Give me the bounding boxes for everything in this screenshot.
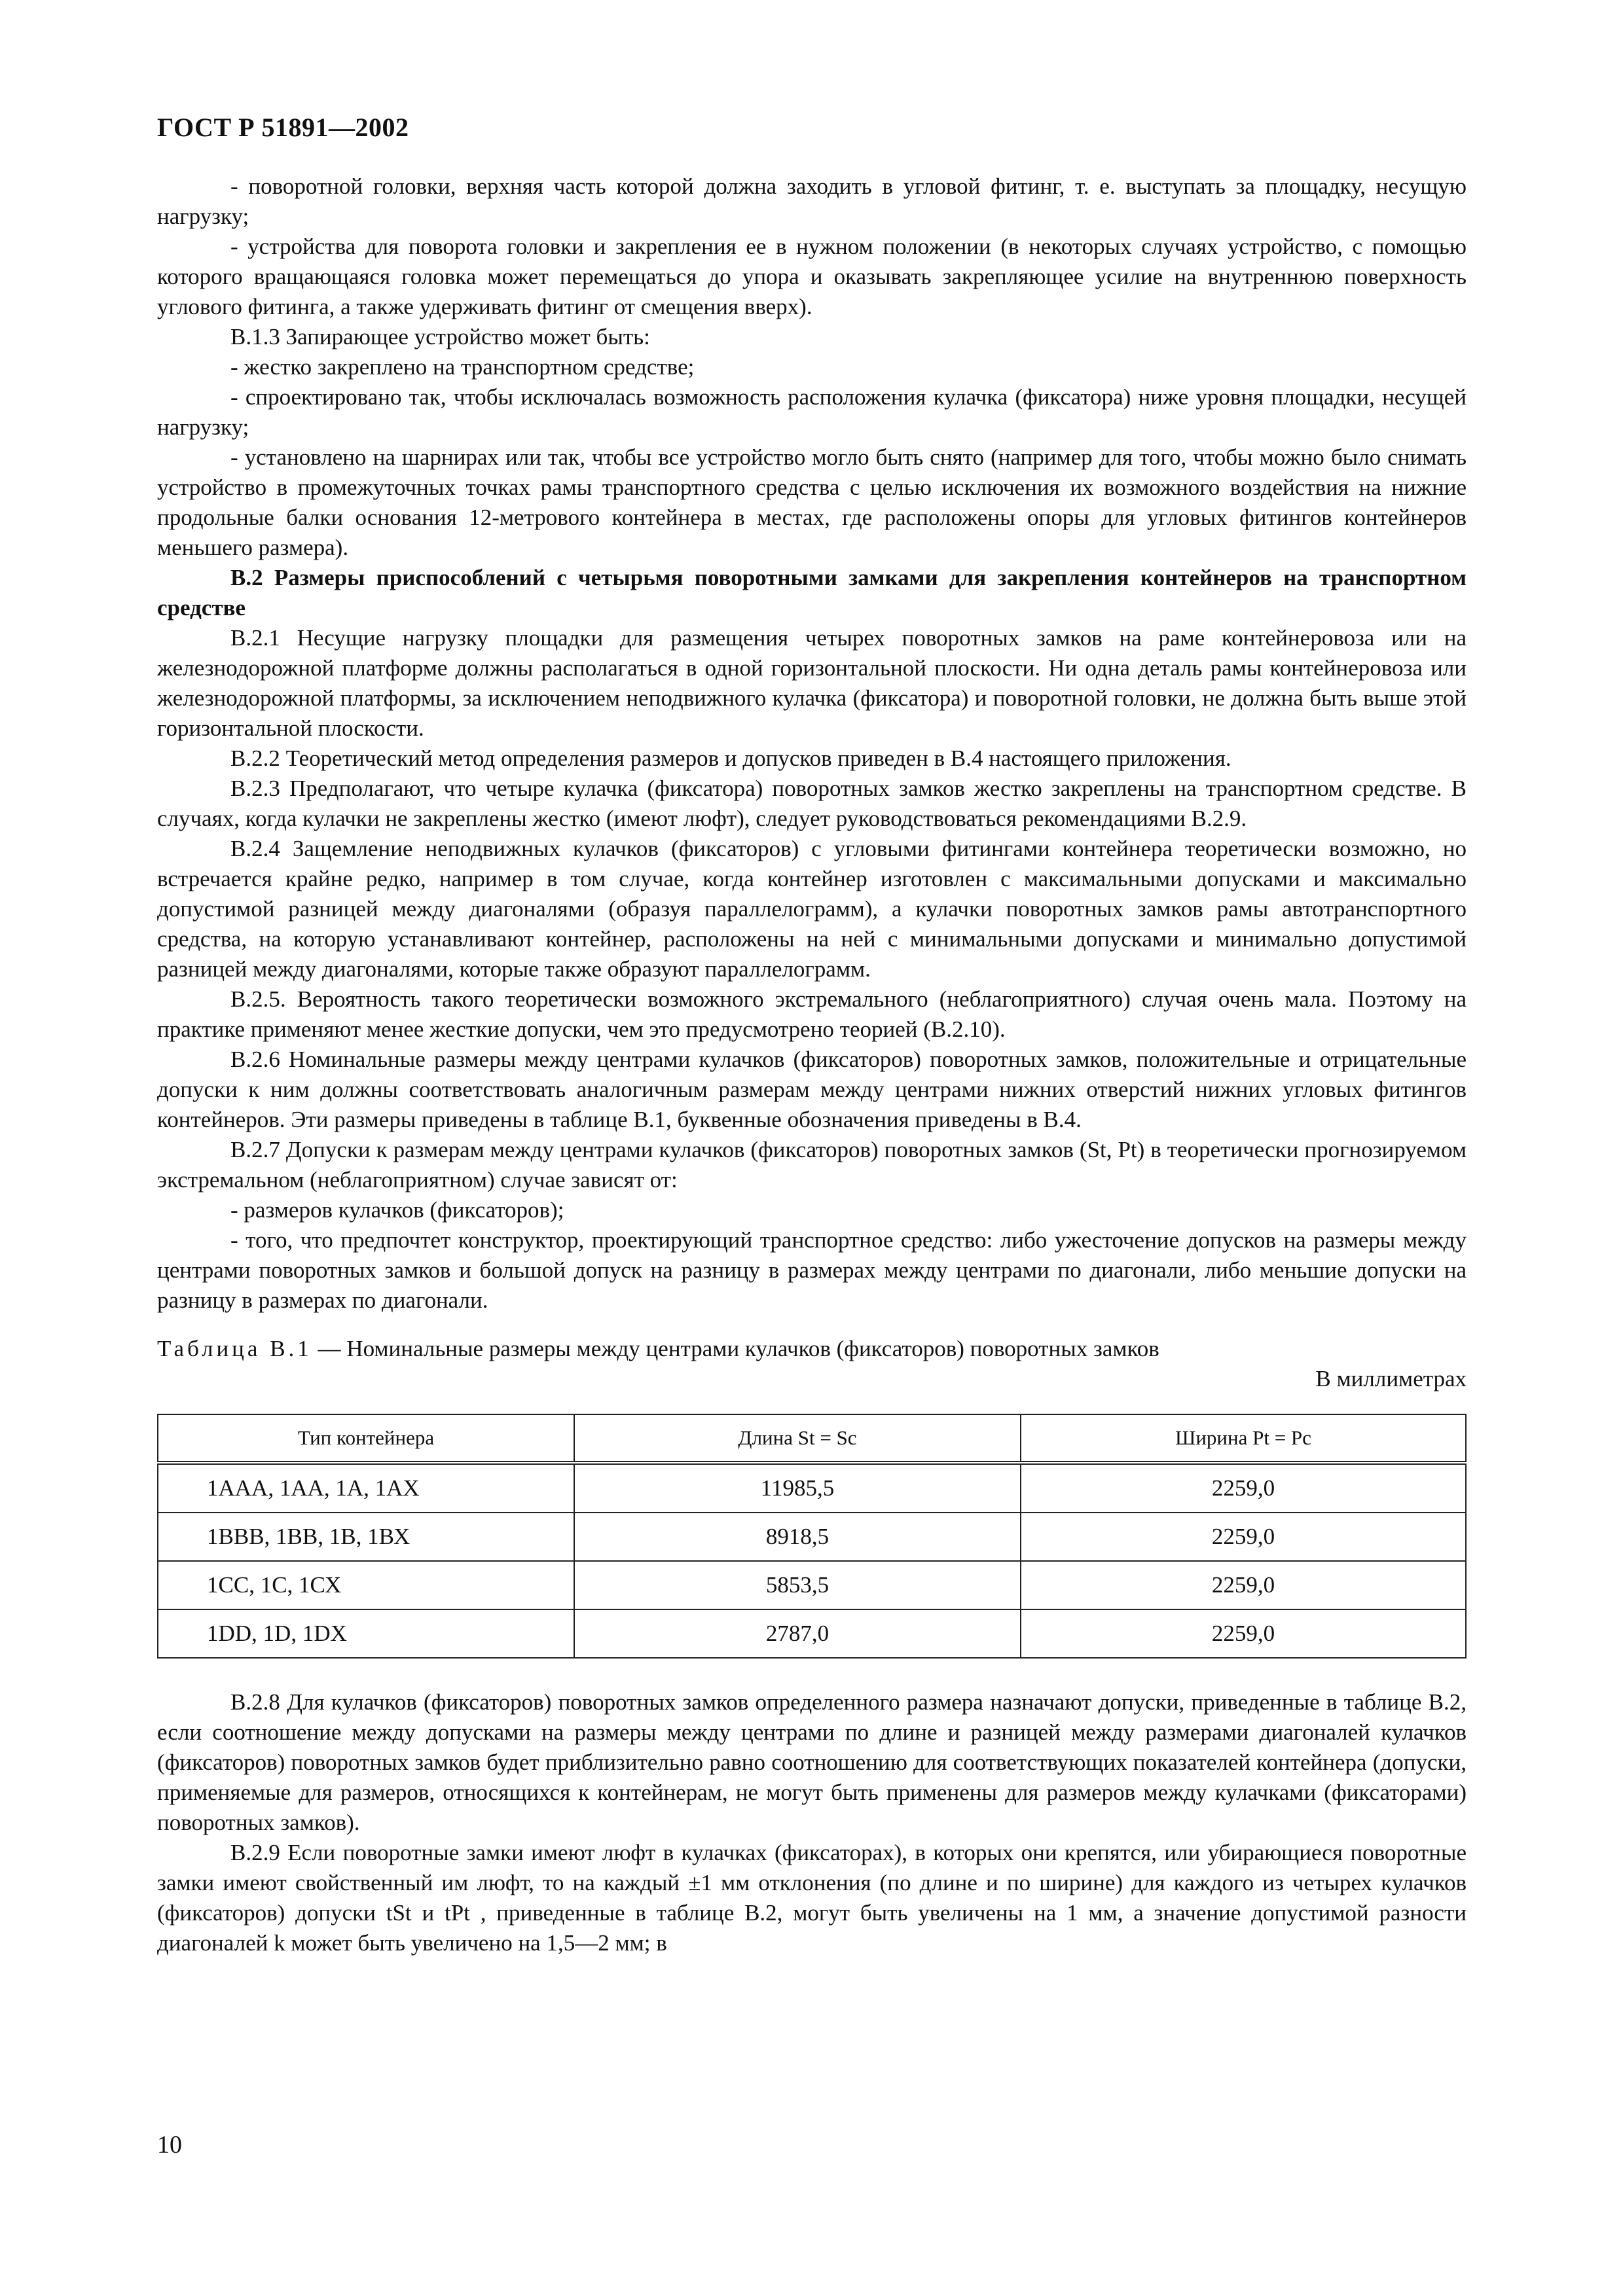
paragraph: - спроектировано так, чтобы исключалась возможность расположения кулачка (фиксатора) ниже уровня площадки, несущей нагрузку;: [157, 384, 1467, 440]
table-caption-text: — Номинальные размеры между центрами кулачков (фиксаторов) поворотных замков: [312, 1336, 1159, 1361]
table-cell: 1DD, 1D, 1DX: [158, 1609, 574, 1658]
table-caption: [157, 1334, 1467, 1364]
table-units: В миллиметрах: [1315, 1366, 1467, 1391]
table-header-row: [158, 1414, 1466, 1463]
table-caption-label: Таблица В.1: [157, 1336, 312, 1361]
table-cell: 2259,0: [1021, 1513, 1466, 1561]
column-header: Длина St = Sc: [574, 1414, 1021, 1463]
table-cell: 11985,5: [574, 1463, 1021, 1513]
paragraph: В.2.7 Допуски к размерам между центрами кулачков (фиксаторов) поворотных замков (St, Pt) в теоретически прогнозируемом экстремальном (неблагоприятном) случае зависят от:: [157, 1137, 1467, 1193]
table-cell: 1ААА, 1АА, 1А, 1АХ: [158, 1463, 574, 1513]
table-cell: 1ВВВ, 1ВВ, 1В, 1ВХ: [158, 1513, 574, 1561]
paragraph: - поворотной головки, верхняя часть которой должна заходить в угловой фитинг, т. е. выступать за площадку, несущую нагрузку;: [157, 173, 1467, 229]
paragraph: В.2.8 Для кулачков (фиксаторов) поворотных замков определенного размера назначают допуски, приведенные в таблице В.2, если соотношение между допусками на размеры между центрами по длине и разницей между размерами диагоналей кулачков (фиксаторов) поворотных замков будет приблизительно равно соотношению для соответствующих показателей контейнера (допуски, применяемые для размеров, относящихся к контейнерам, не могут быть применены для размеров между кулачками (фиксаторами) поворотных замков).: [157, 1689, 1467, 1835]
paragraph: - размеров кулачков (фиксаторов);: [230, 1197, 564, 1223]
paragraph: В.2.9 Если поворотные замки имеют люфт в кулачках (фиксаторах), в которых они крепятся, или убирающиеся поворотные замки имеют свойственный им люфт, то на каждый ±1 мм отклонения (по длине и по ширине) для каждого из четырех кулачков (фиксаторов) допуски tSt и tPt , приведенные в таблице В.2, могут быть увеличены на 1 мм, а значение допустимой разности диагоналей k может быть увеличено на 1,5—2 мм; в: [157, 1840, 1467, 1956]
column-header: Ширина Pt = Pc: [1021, 1414, 1466, 1463]
page-number: 10: [157, 2131, 182, 2159]
paragraph: - устройства для поворота головки и закрепления ее в нужном положении (в некоторых случаях устройство, с помощью которого вращающаяся головка может перемещаться до упора и оказывать закрепляющее усилие на внутреннюю поверхность углового фитинга, а также удерживать фитинг от смещения вверх).: [157, 234, 1467, 319]
paragraph: В.2.3 Предполагают, что четыре кулачка (фиксатора) поворотных замков жестко закреплены на транспортном средстве. В случаях, когда кулачки не закреплены жестко (имеют люфт), следует руководствоваться рекомендациями В.2.9.: [157, 776, 1467, 831]
document-header: ГОСТ Р 51891—2002: [157, 113, 409, 142]
table-cell: 1СС, 1С, 1СХ: [158, 1561, 574, 1609]
section-heading: В.2 Размеры приспособлений с четырьмя поворотными замками для закрепления контейнеров на транспортном средстве: [157, 565, 1467, 620]
paragraph: В.2.5. Вероятность такого теоретически возможного экстремального (неблагоприятного) случая очень мала. Поэтому на практике применяют менее жесткие допуски, чем это предусмотрено теорией (В.2.10).: [157, 986, 1467, 1042]
paragraph: В.2.4 Защемление неподвижных кулачков (фиксаторов) с угловыми фитингами контейнера теоретически возможно, но встречается крайне редко, например в том случае, когда контейнер изготовлен с максимальными допусками и максимально допустимой разницей между диагоналями (образуя параллелограмм), а кулачки поворотных замков рамы автотранспортного средства, на которую устанавливают контейнер, расположены на ней с минимальными допусками и минимально допустимой разницей между диагоналями, которые также образуют параллелограмм.: [157, 836, 1467, 982]
table-cell: 8918,5: [574, 1513, 1021, 1561]
table-cell: 2259,0: [1021, 1463, 1466, 1513]
document-page: [157, 113, 1467, 1958]
table-cell: 5853,5: [574, 1561, 1021, 1609]
table-row: [158, 1609, 1466, 1658]
dimensions-table: [157, 1414, 1467, 1659]
table-cell: 2259,0: [1021, 1561, 1466, 1609]
paragraph: - того, что предпочтет конструктор, проектирующий транспортное средство: либо ужесточение допусков на размеры между центрами поворотных замков и большой допуск на разницу в размерах между центрами по диагонали, либо меньшие допуски на разницу в размерах по диагонали.: [157, 1227, 1467, 1313]
table-row: [158, 1513, 1466, 1561]
paragraph: В.2.1 Несущие нагрузку площадки для размещения четырех поворотных замков на раме контейнеровоза или на железнодорожной платформе должны располагаться в одной горизонтальной плоскости. Ни одна деталь рамы контейнеровоза или железнодорожной платформы, за исключением неподвижного кулачка (фиксатора) и поворотной головки, не должна быть выше этой горизонтальной плоскости.: [157, 625, 1467, 741]
paragraph: - установлено на шарнирах или так, чтобы все устройство могло быть снято (например для того, чтобы можно было снимать устройство в промежуточных точках рамы транспортного средства с целью исключения их возможного воздействия на нижние продольные балки основания 12-метрового контейнера в местах, где расположены опоры для угловых фитингов контейнеров меньшего размера).: [157, 444, 1467, 560]
table-cell: 2787,0: [574, 1609, 1021, 1658]
paragraph: - жестко закреплено на транспортном средстве;: [230, 354, 695, 380]
table-cell: 2259,0: [1021, 1609, 1466, 1658]
table-row: [158, 1463, 1466, 1513]
paragraph: В.1.3 Запирающее устройство может быть:: [230, 324, 650, 350]
paragraph: В.2.6 Номинальные размеры между центрами кулачков (фиксаторов) поворотных замков, положительные и отрицательные допуски к ним должны соответствовать аналогичным размерам между центрами нижних отверстий нижних угловых фитингов контейнеров. Эти размеры приведены в таблице В.1, буквенные обозначения приведены в В.4.: [157, 1047, 1467, 1132]
column-header: Тип контейнера: [158, 1414, 574, 1463]
table-row: [158, 1561, 1466, 1609]
paragraph: В.2.2 Теоретический метод определения размеров и допусков приведен в В.4 настоящего приложения.: [230, 745, 1231, 771]
